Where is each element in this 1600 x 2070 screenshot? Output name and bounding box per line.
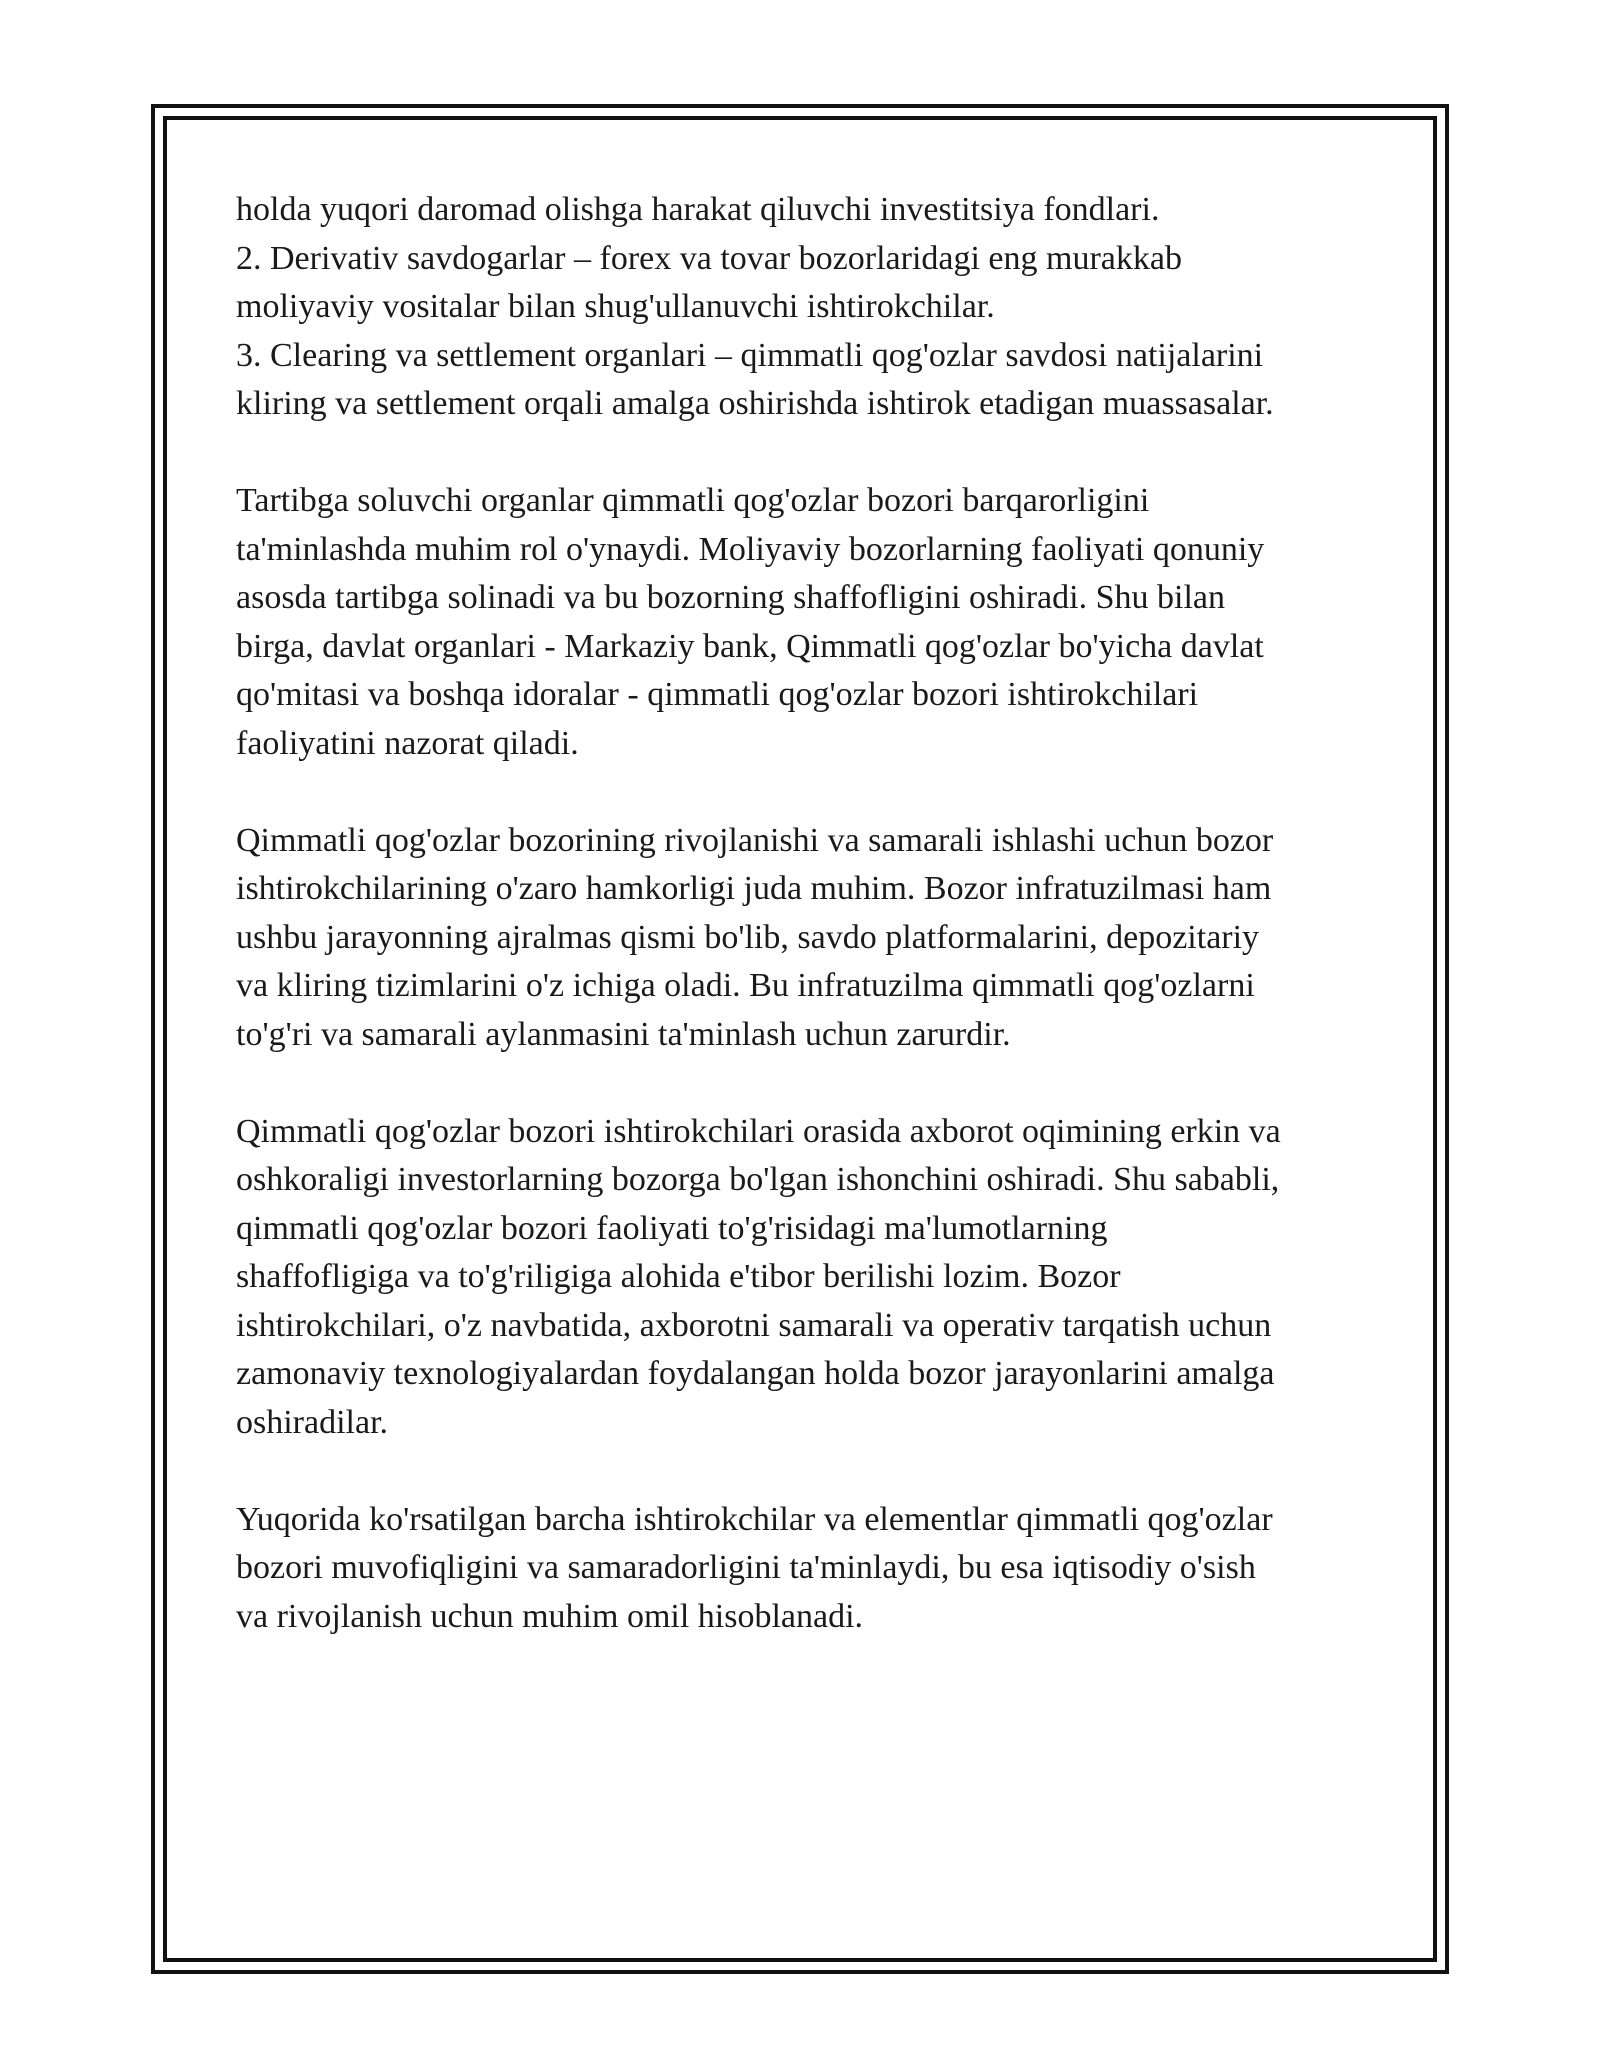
document-body (236, 186, 1386, 1690)
paragraph-conclusion: Yuqorida ko'rsatilgan barcha ishtirokchilar va elementlar qimmatli qog'ozlar bozori muvofiqligini va samaradorligini ta'minlaydi, bu esa iqtisodiy o'sish va rivojlanish uchun muhim omil hisoblanadi. (236, 1500, 1273, 1635)
paragraph-participants-list: holda yuqori daromad olishga harakat qiluvchi investitsiya fondlari. 2. Derivativ savdogarlar – forex va tovar bozorlaridagi eng murakkab moliyaviy vositalar bilan shug'ullanuvchi ishtirokchilar. 3. Clearing va settlement organlari – qimmatli qog'ozlar savdosi natijalarini kliring va settlement orqali amalga oshirishda ishtirok etadigan muassasalar. (236, 191, 1274, 422)
paragraph-regulators: Tartibga soluvchi organlar qimmatli qog'ozlar bozori barqarorligini ta'minlashda muhim rol o'ynaydi. Moliyaviy bozorlarning faoliyati qonuniy asosda tartibga solinadi va bu bozorning shaffofligini oshiradi. Shu bilan birga, davlat organlari - Markaziy bank, Qimmatli qog'ozlar bo'yicha davlat qo'mitasi va boshqa idoralar - qimmatli qog'ozlar bozori ishtirokchilari faoliyatini nazorat qiladi. (236, 482, 1265, 762)
paragraph-information-flow: Qimmatli qog'ozlar bozori ishtirokchilari orasida axborot oqimining erkin va oshkoraligi investorlarning bozorga bo'lgan ishonchini oshiradi. Shu sababli, qimmatli qog'ozlar bozori faoliyati to'g'risidagi ma'lumotlarning shaffofligiga va to'g'riligiga alohida e'tibor berilishi lozim. Bozor ishtirokchilari, o'z navbatida, axborotni samarali va operativ tarqatish uchun zamonaviy texnologiyalardan foydalangan holda bozor jarayonlarini amalga oshiradilar. (236, 1112, 1281, 1441)
paragraph-infrastructure: Qimmatli qog'ozlar bozorining rivojlanishi va samarali ishlashi uchun bozor ishtirokchilarining o'zaro hamkorligi juda muhim. Bozor infratuzilmasi ham ushbu jarayonning ajralmas qismi bo'lib, savdo platformalarini, depozitariy va kliring tizimlarini o'z ichiga oladi. Bu infratuzilma qimmatli qog'ozlarni to'g'ri va samarali aylanmasini ta'minlash uchun zarurdir. (236, 821, 1274, 1053)
